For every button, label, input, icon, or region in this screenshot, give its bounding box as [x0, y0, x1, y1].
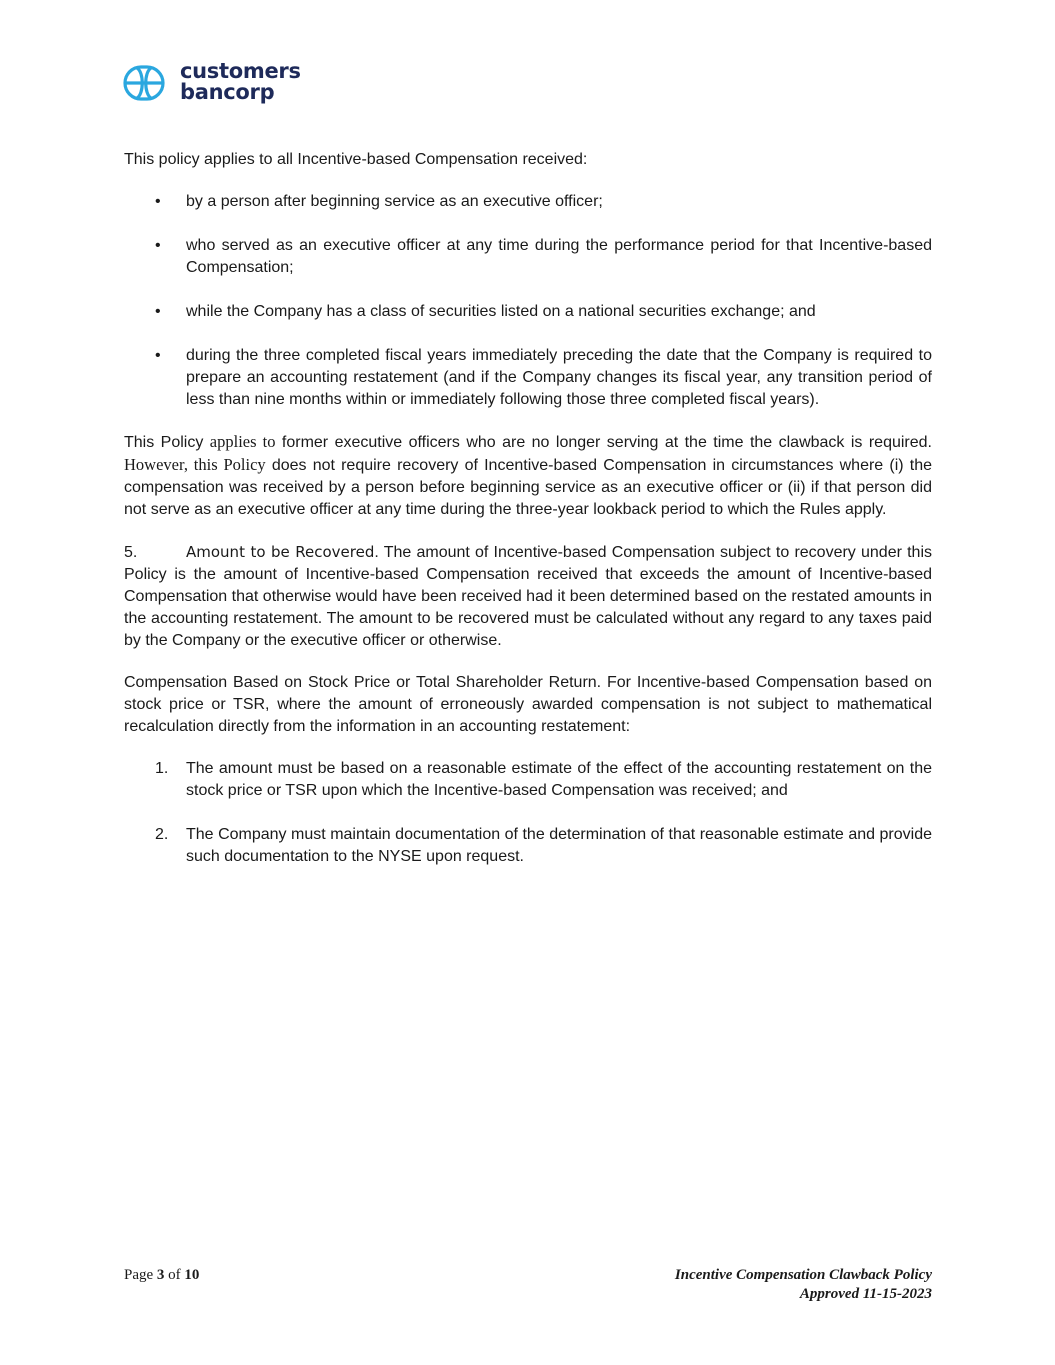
- footer-policy-info: [675, 1266, 932, 1304]
- former-officers-text-a: This Policy: [124, 434, 210, 451]
- bullet-text: while the Company has a class of securities listed on a national securities exchange; and: [186, 303, 816, 320]
- list-item: [124, 824, 932, 868]
- page-total: 10: [184, 1267, 200, 1283]
- approved-date: Approved 11-15-2023: [799, 1286, 932, 1302]
- stock-price-body: For Incentive-based Compensation based on stock price or TSR, where the amount of erroneously awarded compensation is not subject to mathematical recalculation directly from the information in an accounting restatement:: [124, 674, 933, 735]
- page-word: Page: [124, 1267, 157, 1283]
- company-logo: [123, 61, 323, 107]
- applicability-bullet-list: [124, 191, 932, 411]
- list-text: The Company must maintain documentation of the determination of that reasonable estimate and provide such documentation to the NYSE upon request.: [186, 826, 932, 865]
- section-5-paragraph: [124, 541, 932, 652]
- intro-paragraph: This policy applies to all Incentive-based Compensation received:: [124, 151, 588, 168]
- former-officers-text-b: applies to: [209, 432, 276, 451]
- section-title: Amount to be Recovered: [186, 543, 375, 561]
- former-officers-text-d: However, this Policy: [124, 455, 266, 474]
- list-item: [124, 345, 932, 411]
- list-number: 2.: [155, 826, 169, 843]
- logo-wordmark: [180, 61, 301, 103]
- list-item: [124, 301, 932, 323]
- section-body: . The amount of Incentive-based Compensation subject to recovery under this Policy is the amount of Incentive-based Compensation received that exceeds the amount of Incentive-based Compensation that otherwise would have been received had it been determined based on the restated amounts in the accounting restatement. The amount to be recovered must be calculated without any regard to any taxes paid by the Company or the executive officer or otherwise.: [124, 544, 933, 649]
- stock-price-title: Compensation Based on Stock Price or Total Shareholder Return.: [124, 674, 602, 691]
- former-officers-text-c: former executive officers who are no longer serving at the time the clawback is required.: [275, 434, 932, 451]
- list-item: [124, 235, 932, 279]
- bullet-text: during the three completed fiscal years immediately preceding the date that the Company is required to prepare an accounting restatement (and if the Company changes its fiscal year, any transition period of less than nine months within or immediately following those three completed fiscal years).: [186, 347, 932, 408]
- former-officers-text-e: does not require recovery of Incentive-based Compensation in circumstances where (i) the compensation was received by a person before beginning service as an executive officer or (ii) if that person did not serve as an executive officer at any time during the three-year lookback period to which the Rules apply.: [124, 457, 932, 518]
- list-text: The amount must be based on a reasonable estimate of the effect of the accounting restatement on the stock price or TSR upon which the Incentive-based Compensation was received; and: [186, 760, 932, 799]
- logo-line-2: bancorp: [180, 80, 275, 104]
- bullet-text: by a person after beginning service as an executive officer;: [186, 193, 603, 210]
- logo-mark-icon: [123, 65, 165, 101]
- section-number: 5.: [124, 544, 138, 561]
- page-current: 3: [156, 1267, 165, 1283]
- list-number: 1.: [155, 760, 169, 777]
- bullet-icon: •: [155, 193, 161, 210]
- bullet-text: who served as an executive officer at any time during the performance period for that Incentive-based Compensation;: [186, 237, 932, 276]
- bullet-icon: •: [155, 303, 161, 320]
- policy-title: Incentive Compensation Clawback Policy: [674, 1267, 932, 1283]
- stock-price-paragraph: [124, 672, 932, 738]
- logo-line-1: customers: [180, 59, 301, 83]
- of-word: of: [164, 1267, 185, 1283]
- document-body: [124, 149, 932, 868]
- list-item: [124, 191, 932, 213]
- numbered-list: [124, 758, 932, 868]
- former-officers-paragraph: [124, 431, 932, 521]
- bullet-icon: •: [155, 347, 161, 364]
- list-item: [124, 758, 932, 802]
- bullet-icon: •: [155, 237, 161, 254]
- page-number: [124, 1266, 199, 1285]
